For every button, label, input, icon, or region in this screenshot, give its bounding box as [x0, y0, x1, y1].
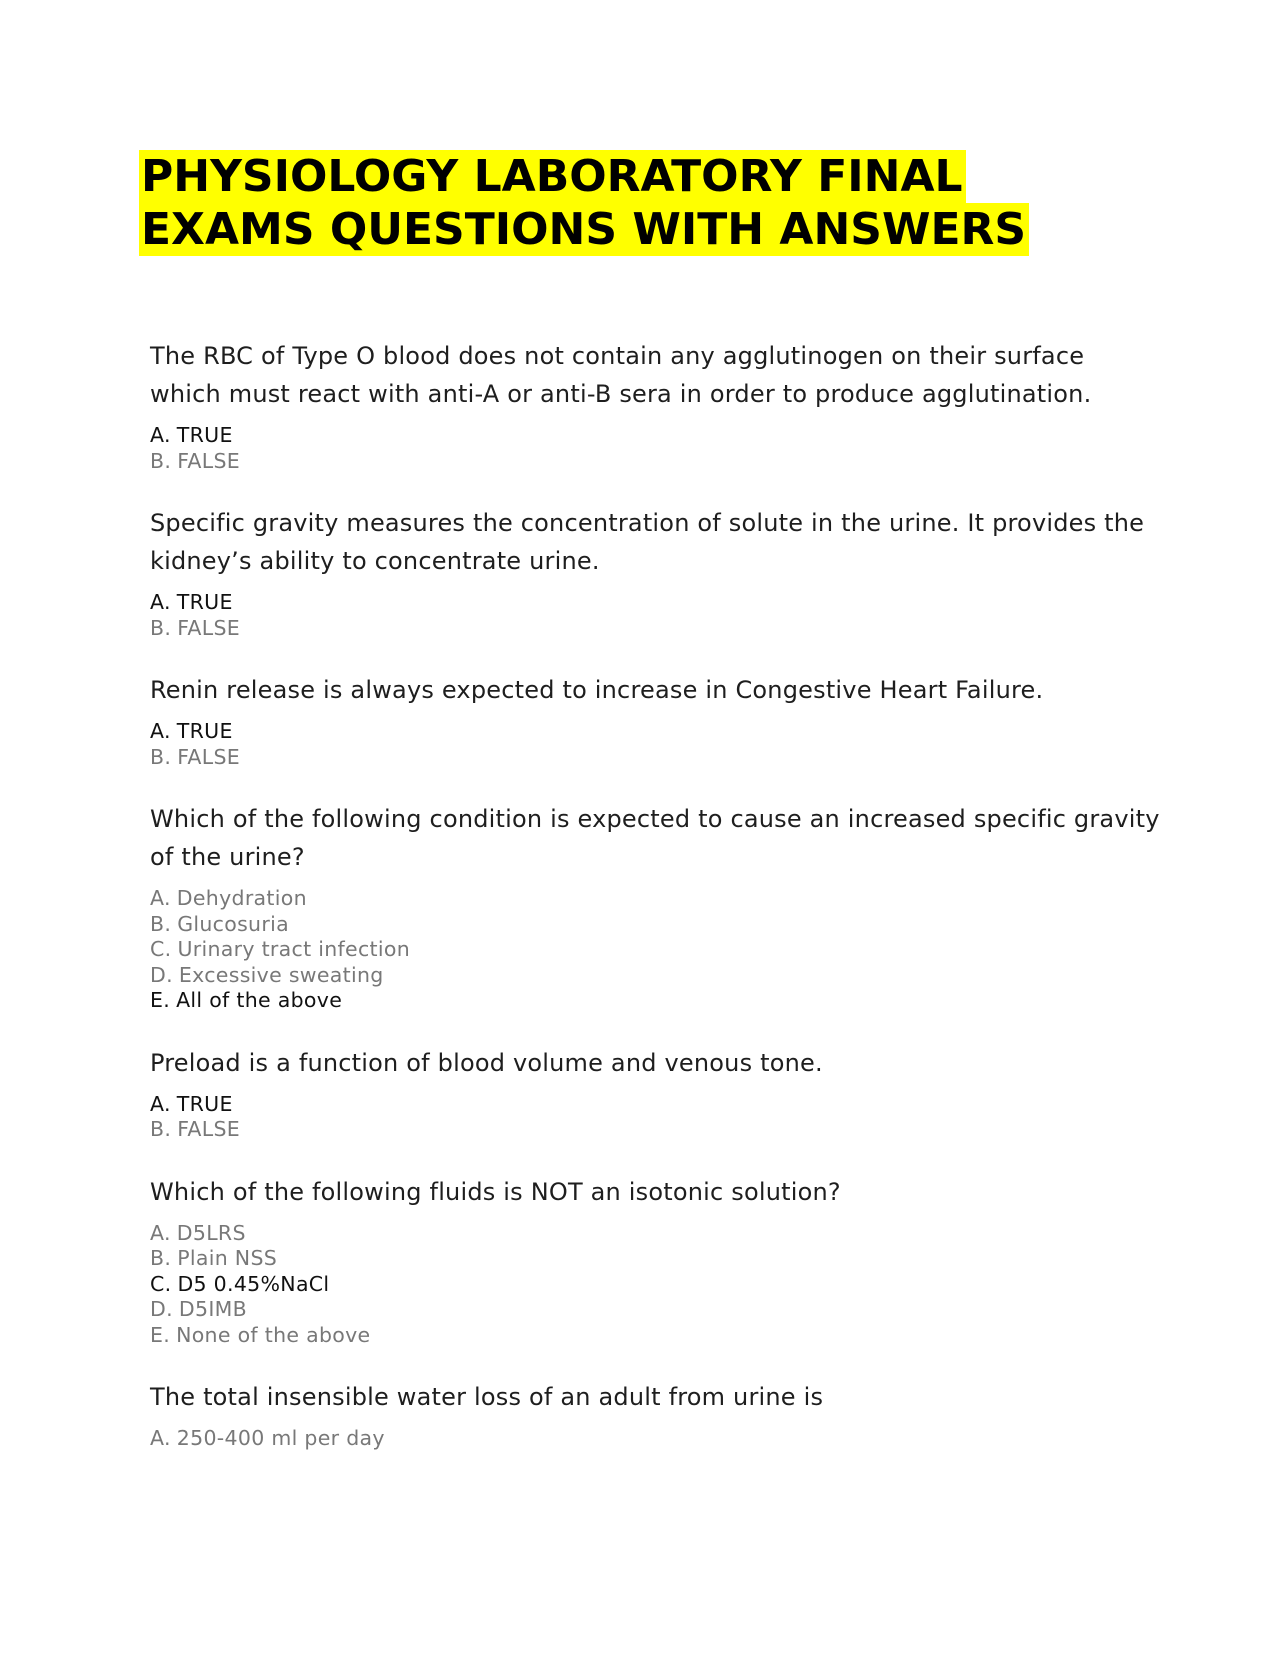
question-item — [150, 1378, 1160, 1452]
question-text: Which of the following condition is expected to cause an increased specific gravity of the urine? — [150, 805, 1160, 871]
option-letter: B. — [150, 744, 172, 769]
option-text: Excessive sweating — [178, 962, 384, 987]
answer-option-correct — [150, 1272, 1160, 1298]
title-line-1: PHYSIOLOGY LABORATORY FINAL — [139, 150, 966, 203]
option-letter: A. — [150, 423, 171, 447]
answer-option — [150, 912, 1160, 938]
answer-option — [150, 1221, 1160, 1247]
option-text: TRUE — [176, 590, 233, 614]
answer-option — [150, 886, 1160, 912]
option-letter: A. — [150, 590, 171, 614]
option-letter: A. — [150, 1220, 171, 1245]
option-text: Plain NSS — [177, 1246, 278, 1270]
option-text: Glucosuria — [177, 911, 289, 936]
option-letter: C. — [150, 1271, 172, 1296]
question-spacer — [150, 474, 1160, 504]
option-letter: E. — [150, 1322, 171, 1347]
option-letter: B. — [150, 1246, 172, 1270]
answer-option — [150, 963, 1160, 989]
question-item — [150, 337, 1160, 504]
question-text: Specific gravity measures the concentration of solute in the urine. It provides the kidney’s ability to concentrate urine. — [150, 509, 1145, 575]
option-text: All of the above — [176, 988, 343, 1012]
option-text: Urinary tract infection — [177, 937, 411, 961]
question-item — [150, 671, 1160, 800]
answer-option-correct — [150, 719, 1160, 745]
question-spacer — [150, 1143, 1160, 1173]
answer-options — [150, 886, 1160, 1014]
answer-options — [150, 719, 1160, 770]
option-letter: B. — [150, 448, 172, 473]
answer-option — [150, 937, 1160, 963]
answer-options — [150, 1426, 1160, 1452]
option-letter: B. — [150, 911, 172, 936]
option-letter: C. — [150, 937, 172, 961]
option-letter: A. — [150, 1091, 171, 1116]
option-letter: E. — [150, 988, 171, 1012]
option-text: 250-400 ml per day — [176, 1426, 385, 1450]
answer-option-correct — [150, 423, 1160, 449]
question-spacer — [150, 641, 1160, 671]
option-text: D5IMB — [178, 1297, 248, 1321]
answer-options — [150, 423, 1160, 474]
answer-option — [150, 1297, 1160, 1323]
question-text: Renin release is always expected to increase in Congestive Heart Failure. — [150, 676, 1044, 704]
answer-options — [150, 1221, 1160, 1349]
answer-options — [150, 590, 1160, 641]
title-line-2: EXAMS QUESTIONS WITH ANSWERS — [139, 203, 1029, 256]
option-text: None of the above — [176, 1322, 371, 1347]
question-item — [150, 1044, 1160, 1173]
question-text: The RBC of Type O blood does not contain any agglutinogen on their surface which must react with anti-A or anti-B sera in order to produce agglutination. — [150, 342, 1092, 408]
option-letter: B. — [150, 615, 172, 640]
option-letter: A. — [150, 1426, 171, 1450]
answer-option — [150, 449, 1160, 475]
question-item — [150, 800, 1160, 1044]
option-text: Dehydration — [176, 886, 307, 910]
question-text: The total insensible water loss of an adult from urine is — [150, 1383, 824, 1411]
question-spacer — [150, 770, 1160, 800]
answer-option — [150, 616, 1160, 642]
answer-option — [150, 1426, 1160, 1452]
answer-option — [150, 745, 1160, 771]
option-text: D5 0.45%NaCl — [177, 1271, 330, 1296]
option-letter: A. — [150, 886, 171, 910]
question-spacer — [150, 1014, 1160, 1044]
question-list — [150, 337, 1160, 1452]
answer-option-correct — [150, 590, 1160, 616]
option-letter: B. — [150, 1117, 172, 1141]
answer-option — [150, 1117, 1160, 1143]
answer-option — [150, 1323, 1160, 1349]
question-spacer — [150, 1348, 1160, 1378]
option-text: FALSE — [177, 1117, 241, 1141]
question-text: Which of the following fluids is NOT an isotonic solution? — [150, 1177, 841, 1206]
option-letter: D. — [150, 962, 173, 987]
option-text: TRUE — [176, 1091, 233, 1116]
answer-option-correct — [150, 988, 1160, 1014]
answer-option — [150, 1246, 1160, 1272]
option-text: TRUE — [176, 423, 233, 447]
question-item — [150, 1173, 1160, 1379]
option-text: FALSE — [177, 744, 241, 769]
option-text: TRUE — [176, 719, 233, 743]
answer-option-correct — [150, 1092, 1160, 1118]
option-letter: A. — [150, 719, 171, 743]
option-text: FALSE — [177, 448, 241, 473]
question-item — [150, 504, 1160, 671]
option-text: FALSE — [177, 615, 241, 640]
option-letter: D. — [150, 1297, 173, 1321]
document-title — [139, 150, 1139, 256]
option-text: D5LRS — [176, 1220, 246, 1245]
answer-options — [150, 1092, 1160, 1143]
question-text: Preload is a function of blood volume and venous tone. — [150, 1048, 823, 1077]
